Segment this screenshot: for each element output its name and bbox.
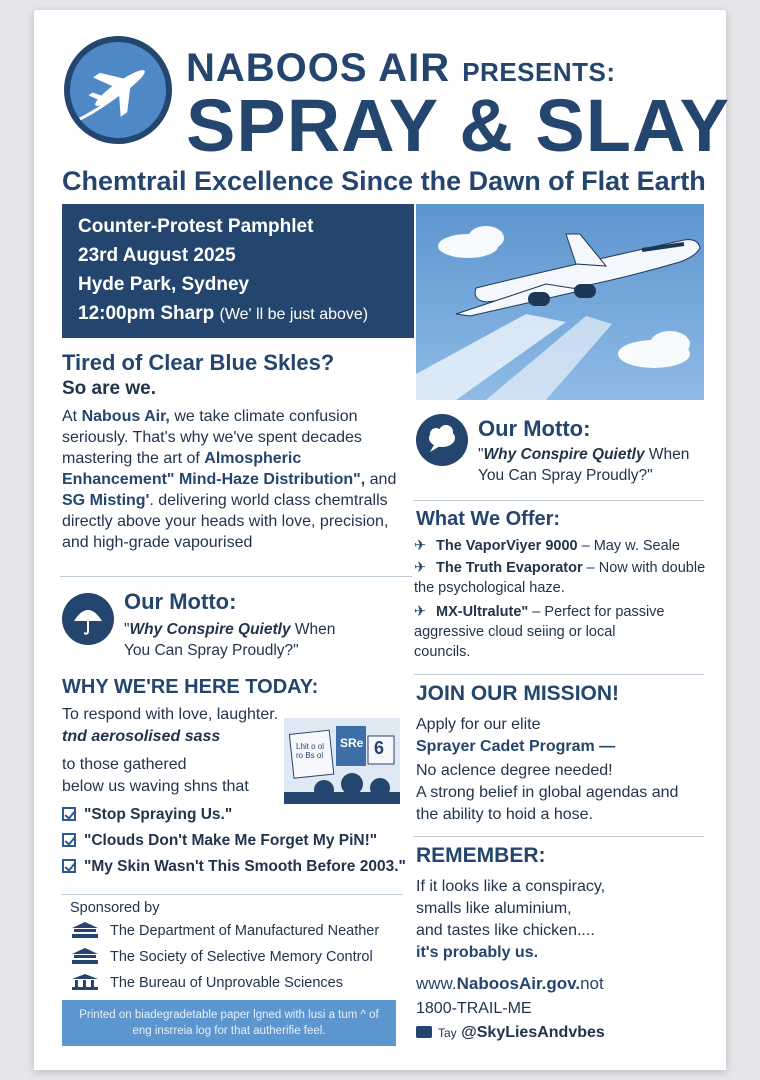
main-title: SPRAY & SLAY bbox=[186, 84, 730, 167]
offer-item: ✈ The Truth Evaporator – Now with double the psychological haze. bbox=[414, 560, 706, 596]
protest-signs-illustration: Lhit o ol ro Bs ol SRe 6 bbox=[284, 718, 400, 804]
social-icon bbox=[416, 1026, 432, 1038]
motto-right-title: Our Motto: bbox=[478, 416, 591, 441]
plane-icon: ✈ bbox=[414, 560, 427, 576]
checkbox-icon bbox=[62, 859, 76, 873]
speech-cloud-icon bbox=[416, 414, 468, 466]
intro-subheading: So are we. bbox=[62, 378, 156, 399]
intro-paragraph: At Nabous Air, we take climate confusion seriously. That's why we've spent decades mastering the art of Almospheric Enhancement" Mind-Haze Distribution", and SG Misting'. delivering world class chemtralls directly above your heads with love, precision, and high-grade vapourised bbox=[62, 408, 397, 551]
why-heading: WHY WE'RE HERE TODAY: bbox=[62, 676, 319, 698]
slogan-list bbox=[62, 806, 406, 884]
offer-heading: What We Offer: bbox=[416, 508, 561, 530]
footer-note: Printed on biadegradetable paper lgned with lusi a tum ^ of eng insrreia log for that autherifie feel. bbox=[62, 1000, 396, 1046]
government-building-icon bbox=[70, 922, 100, 938]
tagline: Chemtrail Excellence Since the Dawn of Flat Earth bbox=[62, 166, 706, 196]
remember-heading: REMEMBER: bbox=[416, 844, 546, 867]
sponsor-item: The Department of Manufactured Neather bbox=[70, 922, 379, 939]
pamphlet: NABOOS AIR PRESENTS: SPRAY & SLAY Chemtrail Excellence Since the Dawn of Flat Earth Counter-Protest Pamphlet 23rd August 2025 Hyde Park, Sydney 12:00pm Sharp (We' ll be just above) Tired of Clear Blue Skles? So are we. At Nabous Air, we take climate confusion seriously. That's why we've spent decades mastering the art of Almospheric Enhancement" Mind-Haze Distribution", and SG Misting'. delivering world class chemtralls directly above your heads with love, precision, and high-grade vapourised Our Motto: "Why Conspire Quietly When You Can Spray Proudly?" WHY WE'RE HERE TODAY: To respond with love, laughter. tnd aerosolised sass to those gathered below us waving shns that Lhit o ol ro Bs ol SRe 6 "Stop Spraying Us." "Clouds Don't Make Me Forget My PiN!" "My Skin Wasn't This Smooth Before 2003." Sponsored by The Department of Manufactured Neather The Society of Selective Memory Control The Bureau of Unprovable Sciences Printed on biadegradetable paper lgned with lusi a tum ^ of eng insrreia log for that autherifie feel. Our Motto: "Why Conspire Quietly When You Can Spray Proudly?" What We Offer: ✈ The VaporViyer 9000 – May w. Seale ✈ The Truth Evaporator – Now with double the psychological haze. ✈ MX-Ultralute" – Perfect for passive aggressive cloud seiing or local councils. JOIN OUR MISSION! Apply for our elite Sprayer Cadet Program — No aclence degree needed! A strong belief in global agendas and the ability to hoid a hose. REMEMBER: If it looks like a conspiracy, smalls like aluminium, and tastes like chicken.... it's probably us. www.NaboosAir.gov.not 1800-TRAIL-ME Tay @SkyLiesAndvbes bbox=[34, 10, 726, 1070]
event-type: Counter-Protest Pamphlet bbox=[78, 216, 314, 237]
government-building-icon bbox=[70, 948, 100, 964]
motto-left: Our Motto: "Why Conspire Quietly When You Can Spray Proudly?" bbox=[60, 576, 412, 667]
motto-right-line: "Why Conspire Quietly When bbox=[478, 446, 690, 463]
plane-icon: ✈ bbox=[414, 538, 427, 554]
offer-item: ✈ MX-Ultralute" – Perfect for passive aggressive cloud seiing or local councils. bbox=[414, 604, 665, 660]
offer-item: ✈ The VaporViyer 9000 – May w. Seale bbox=[414, 538, 680, 554]
event-location: Hyde Park, Sydney bbox=[78, 274, 250, 295]
list-item: "Clouds Don't Make Me Forget My PiN!" bbox=[62, 832, 406, 858]
phone-number[interactable]: 1800-TRAIL-ME bbox=[416, 1000, 532, 1017]
join-heading: JOIN OUR MISSION! bbox=[416, 682, 620, 705]
checkbox-icon bbox=[62, 833, 76, 847]
event-date: 23rd August 2025 bbox=[78, 245, 236, 266]
social-handle[interactable]: Tay @SkyLiesAndvbes bbox=[416, 1024, 605, 1042]
brand-title: NABOOS AIR PRESENTS: bbox=[186, 46, 616, 90]
sponsors bbox=[62, 894, 402, 895]
logo-plane-icon bbox=[64, 36, 172, 144]
website-link[interactable]: www.NaboosAir.gov.not bbox=[416, 974, 604, 993]
museum-icon bbox=[70, 974, 100, 990]
event-info-box bbox=[62, 204, 414, 338]
list-item: "My Skin Wasn't This Smooth Before 2003." bbox=[62, 858, 406, 884]
sponsor-item: The Society of Selective Memory Control bbox=[70, 948, 373, 965]
intro-heading: Tired of Clear Blue Skles? bbox=[62, 350, 335, 375]
sponsor-item: The Bureau of Unprovable Sciences bbox=[70, 974, 343, 991]
plane-icon: ✈ bbox=[414, 604, 427, 620]
event-time: 12:00pm Sharp (We' ll be just above) bbox=[78, 303, 369, 324]
airplane-illustration bbox=[416, 204, 704, 400]
list-item: "Stop Spraying Us." bbox=[62, 806, 406, 832]
umbrella-icon bbox=[62, 593, 114, 645]
checkbox-icon bbox=[62, 807, 76, 821]
